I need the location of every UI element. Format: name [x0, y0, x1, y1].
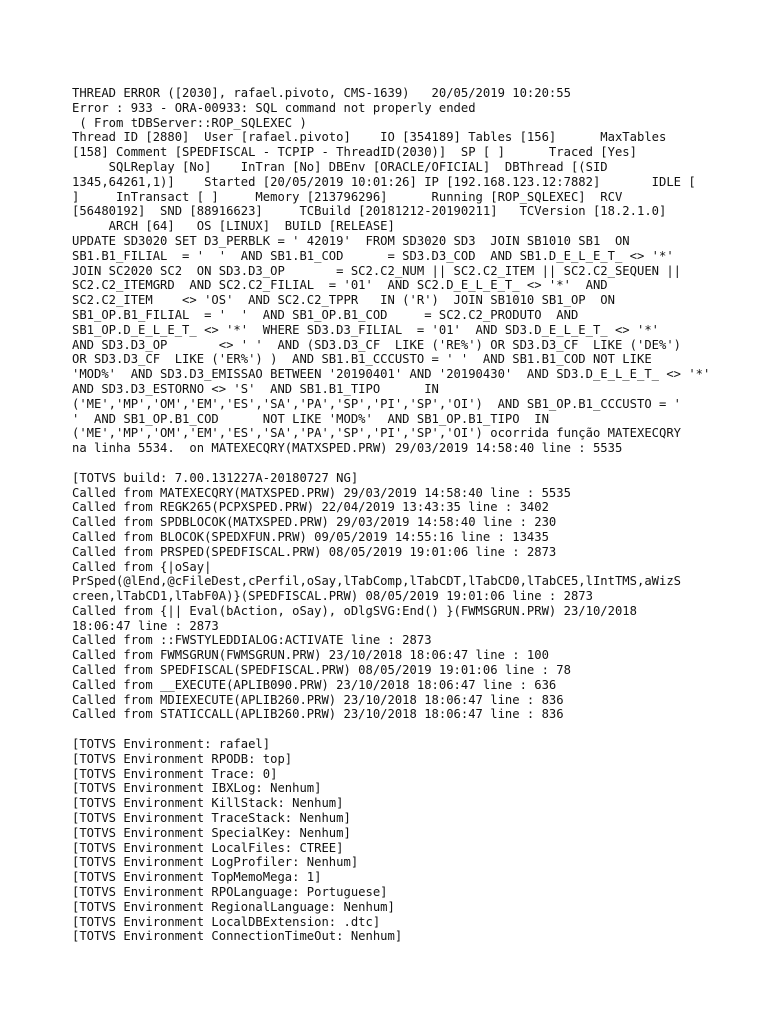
call-stack-line: Called from ::FWSTYLEDDIALOG:ACTIVATE line : 2873 [72, 633, 432, 648]
call-stack-line: Called from {|oSay| [72, 559, 212, 574]
call-stack-line: Called from MATEXECQRY(MATXSPED.PRW) 29/03/2019 14:58:40 line : 5535 [72, 485, 571, 500]
environment-line: [TOTVS Environment ConnectionTimeOut: Nenhum] [72, 929, 403, 944]
call-stack-line: Called from BLOCOK(SPEDXFUN.PRW) 09/05/2019 14:55:16 line : 13435 [72, 529, 549, 544]
environment-line: [TOTVS Environment RPOLanguage: Portuguese] [72, 885, 388, 900]
error-log-line: UPDATE SD3020 SET D3_PERBLK = ' 42019' FROM SD3020 SD3 JOIN SB1010 SB1 ON [72, 233, 630, 248]
error-log-line: SQLReplay [No] InTran [No] DBEnv [ORACLE/OFICIAL] DBThread [(SID [72, 159, 608, 174]
environment-line: [TOTVS Environment KillStack: Nenhum] [72, 796, 344, 811]
error-log-line: SB1_OP.D_E_L_E_T_ <> '*' WHERE SD3.D3_FILIAL = '01' AND SD3.D_E_L_E_T_ <> '*' [72, 322, 659, 337]
error-log-line: ARCH [64] OS [LINUX] BUILD [RELEASE] [72, 219, 395, 234]
error-log-line: 1345,64261,1)] Started [20/05/2019 10:01:26] IP [192.168.123.12:7882] IDLE [ [72, 174, 696, 189]
call-stack-line: Called from STATICCALL(APLIB260.PRW) 23/10/2018 18:06:47 line : 836 [72, 707, 564, 722]
environment-line: [TOTVS Environment: rafael] [72, 737, 271, 752]
call-stack-line: 18:06:47 line : 2873 [72, 618, 219, 633]
environment-line: [TOTVS Environment RPODB: top] [72, 751, 293, 766]
call-stack-line: Called from PRSPED(SPEDFISCAL.PRW) 08/05/2019 19:01:06 line : 2873 [72, 544, 557, 559]
error-log-line: THREAD ERROR ([2030], rafael.pivoto, CMS-1639) 20/05/2019 10:20:55 [72, 86, 571, 100]
thread-error-section [72, 86, 732, 456]
error-log-line: [158] Comment [SPEDFISCAL - TCPIP - ThreadID(2030)] SP [ ] Traced [Yes] [72, 145, 637, 160]
environment-line: [TOTVS Environment LogProfiler: Nenhum] [72, 855, 359, 870]
call-stack-section [72, 471, 732, 723]
error-log-line: AND SD3.D3_ESTORNO <> 'S' AND SB1.B1_TIPO IN [72, 381, 439, 396]
call-stack-line: Called from SPEDFISCAL(SPEDFISCAL.PRW) 08/05/2019 19:01:06 line : 78 [72, 663, 571, 678]
error-log-line: ('ME','MP','OM','EM','ES','SA','PA','SP','PI','SP','OI') AND SB1_OP.B1_CCCUSTO = ' [72, 396, 682, 411]
error-log-line: na linha 5534. on MATEXECQRY(MATXSPED.PRW) 29/03/2019 14:58:40 line : 5535 [72, 441, 623, 456]
section-gap [72, 456, 732, 471]
error-log-line: [56480192] SND [88916623] TCBuild [20181212-20190211] TCVersion [18.2.1.0] [72, 204, 667, 219]
call-stack-line: [TOTVS build: 7.00.131227A-20180727 NG] [72, 470, 359, 485]
environment-line: [TOTVS Environment TopMemoMega: 1] [72, 870, 322, 885]
call-stack-line: Called from __EXECUTE(APLIB090.PRW) 23/10/2018 18:06:47 line : 636 [72, 677, 557, 692]
call-stack-line: Called from FWMSGRUN(FWMSGRUN.PRW) 23/10/2018 18:06:47 line : 100 [72, 648, 549, 663]
error-log-line: Error : 933 - ORA-00933: SQL command not properly ended [72, 100, 476, 115]
environment-line: [TOTVS Environment RegionalLanguage: Nenhum] [72, 899, 395, 914]
error-log-line: OR SD3.D3_CF LIKE ('ER%') ) AND SB1.B1_CCCUSTO = ' ' AND SB1.B1_COD NOT LIKE [72, 352, 652, 367]
environment-line: [TOTVS Environment Trace: 0] [72, 766, 278, 781]
error-log-line: SB1_OP.B1_FILIAL = ' ' AND SB1_OP.B1_COD = SC2.C2_PRODUTO AND [72, 307, 579, 322]
environment-line: [TOTVS Environment LocalDBExtension: .dtc] [72, 914, 381, 929]
error-log-line: ] InTransact [ ] Memory [213796296] Running [ROP_SQLEXEC] RCV [72, 189, 623, 204]
environment-line: [TOTVS Environment LocalFiles: CTREE] [72, 840, 344, 855]
call-stack-line: PrSped(@lEnd,@cFileDest,cPerfil,oSay,lTabComp,lTabCDT,lTabCD0,lTabCE5,lIntTMS,aWizS [72, 574, 682, 589]
error-log-line: ('ME','MP','OM','EM','ES','SA','PA','SP','PI','SP','OI') ocorrida função MATEXECQRY [72, 426, 682, 441]
error-log-document [72, 86, 732, 944]
environment-line: [TOTVS Environment SpecialKey: Nenhum] [72, 825, 351, 840]
section-gap [72, 722, 732, 737]
error-log-line: SB1.B1_FILIAL = ' ' AND SB1.B1_COD = SD3.D3_COD AND SB1.D_E_L_E_T_ <> '*' [72, 248, 674, 263]
call-stack-line: Called from MDIEXECUTE(APLIB260.PRW) 23/10/2018 18:06:47 line : 836 [72, 692, 564, 707]
error-log-line: AND SD3.D3_OP <> ' ' AND (SD3.D3_CF LIKE ('RE%') OR SD3.D3_CF LIKE ('DE%') [72, 337, 682, 352]
error-log-line: 'MOD%' AND SD3.D3_EMISSAO BETWEEN '20190401' AND '20190430' AND SD3.D_E_L_E_T_ <> '*' [72, 367, 711, 382]
error-log-line: SC2.C2_ITEMGRD AND SC2.C2_FILIAL = '01' AND SC2.D_E_L_E_T_ <> '*' AND [72, 278, 608, 293]
error-log-line: ' AND SB1_OP.B1_COD NOT LIKE 'MOD%' AND SB1_OP.B1_TIPO IN [72, 411, 549, 426]
environment-line: [TOTVS Environment TraceStack: Nenhum] [72, 811, 351, 826]
environment-line: [TOTVS Environment IBXLog: Nenhum] [72, 781, 322, 796]
call-stack-line: Called from {|| Eval(bAction, oSay), oDlgSVG:End() }(FWMSGRUN.PRW) 23/10/2018 [72, 603, 637, 618]
error-log-line: JOIN SC2020 SC2 ON SD3.D3_OP = SC2.C2_NUM || SC2.C2_ITEM || SC2.C2_SEQUEN || [72, 263, 682, 278]
call-stack-line: Called from SPDBLOCOK(MATXSPED.PRW) 29/03/2019 14:58:40 line : 230 [72, 515, 557, 530]
call-stack-line: Called from REGK265(PCPXSPED.PRW) 22/04/2019 13:43:35 line : 3402 [72, 500, 549, 515]
error-log-line: Thread ID [2880] User [rafael.pivoto] IO [354189] Tables [156] MaxTables [72, 130, 667, 145]
error-log-line: ( From tDBServer::ROP_SQLEXEC ) [72, 115, 307, 130]
call-stack-line: creen,lTabCD1,lTabF0A)}(SPEDFISCAL.PRW) 08/05/2019 19:01:06 line : 2873 [72, 589, 593, 604]
environment-section [72, 737, 732, 944]
error-log-line: SC2.C2_ITEM <> 'OS' AND SC2.C2_TPPR IN ('R') JOIN SB1010 SB1_OP ON [72, 293, 615, 308]
